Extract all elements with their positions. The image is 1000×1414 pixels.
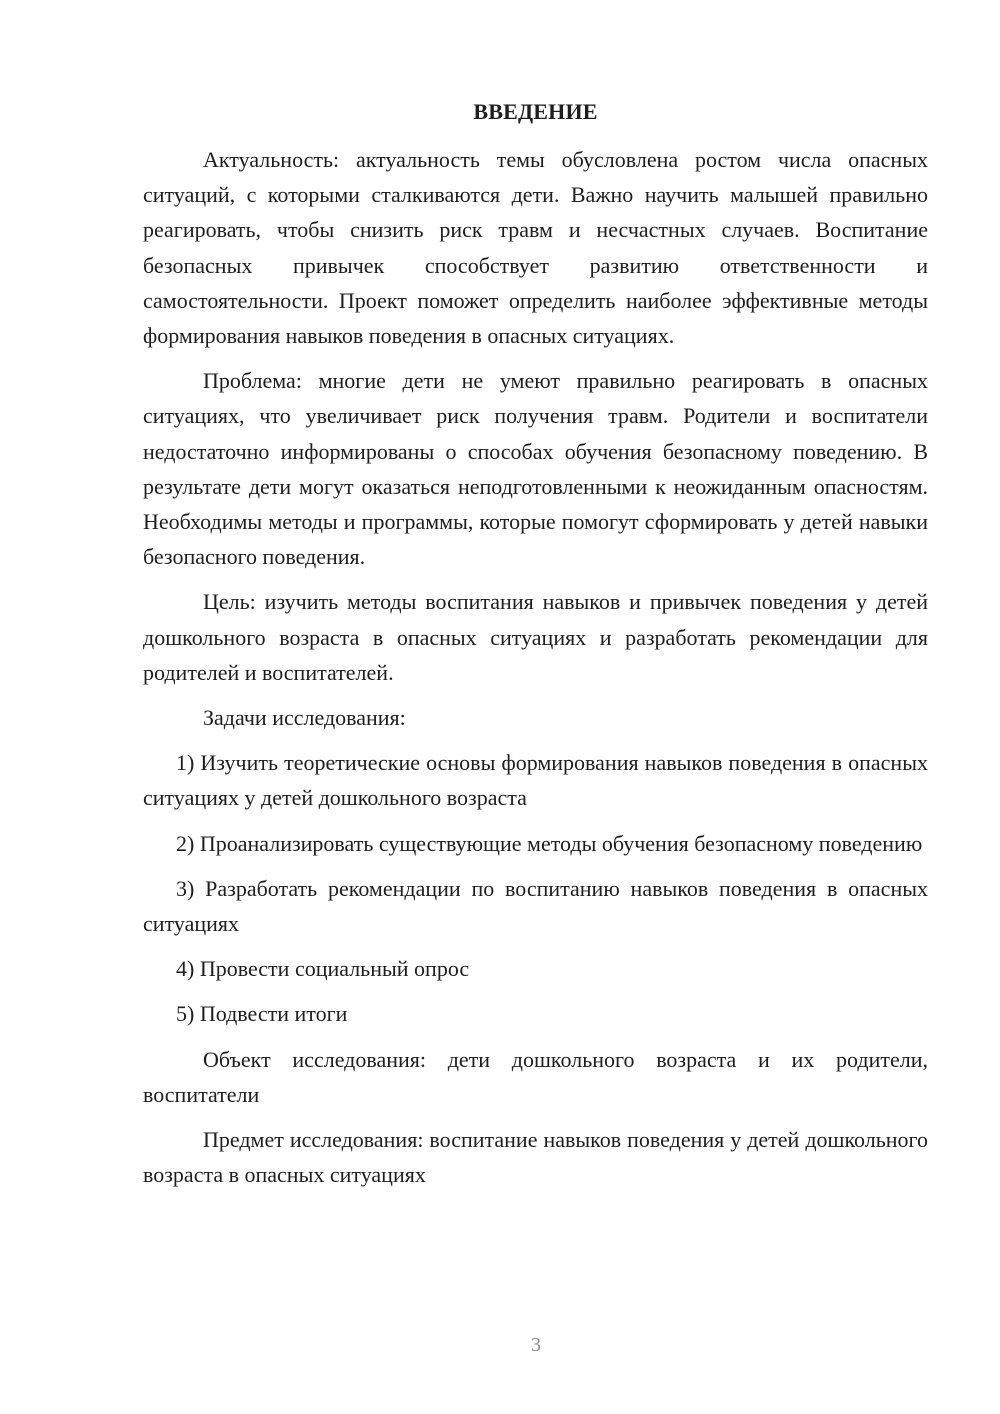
tasks-list	[143, 745, 928, 1031]
subject-paragraph: Предмет исследования: воспитание навыков поведения у детей дошкольного возраста в опасных ситуациях	[143, 1127, 928, 1188]
problem-paragraph: Проблема: многие дети не умеют правильно реагировать в опасных ситуациях, что увеличивает риск получения травм. Родители и воспитатели недостаточно информированы о способах обучения безопасному поведению. В результате дети могут оказаться неподготовленными к неожиданным опасностям. Необходимы методы и программы, которые помогут сформировать у детей навыки безопасного поведения.	[143, 368, 928, 570]
page-title: ВВЕДЕНИЕ	[473, 99, 598, 124]
list-item: 5) Подвести итоги	[176, 1001, 348, 1027]
list-item: 1) Изучить теоретические основы формирования навыков поведения в опасных ситуациях у детей дошкольного возраста	[143, 750, 928, 811]
list-item: 2) Проанализировать существующие методы обучения безопасному поведению	[176, 830, 923, 856]
page-number: 3	[531, 1334, 541, 1356]
list-item: 3) Разработать рекомендации по воспитанию навыков поведения в опасных ситуациях	[143, 875, 928, 937]
tasks-heading: Задачи исследования:	[203, 705, 406, 731]
document-page	[143, 97, 928, 1202]
list-item: 4) Провести социальный опрос	[176, 956, 470, 982]
relevance-paragraph: Актуальность: актуальность темы обусловлена ростом числа опасных ситуаций, с которыми сталкиваются дети. Важно научить малышей правильно реагировать, чтобы снизить риск травм и несчастных случаев. Воспитание безопасных привычек способствует развитию ответственности и самостоятельности. Проект поможет определить наиболее эффективные методы формирования навыков поведения в опасных ситуациях.	[143, 147, 928, 349]
goal-paragraph: Цель: изучить методы воспитания навыков и привычек поведения у детей дошкольного возраста в опасных ситуациях и разработать рекомендации для родителей и воспитателей.	[143, 589, 928, 685]
object-paragraph: Объект исследования: дети дошкольного возраста и их родители, воспитатели	[143, 1046, 928, 1107]
